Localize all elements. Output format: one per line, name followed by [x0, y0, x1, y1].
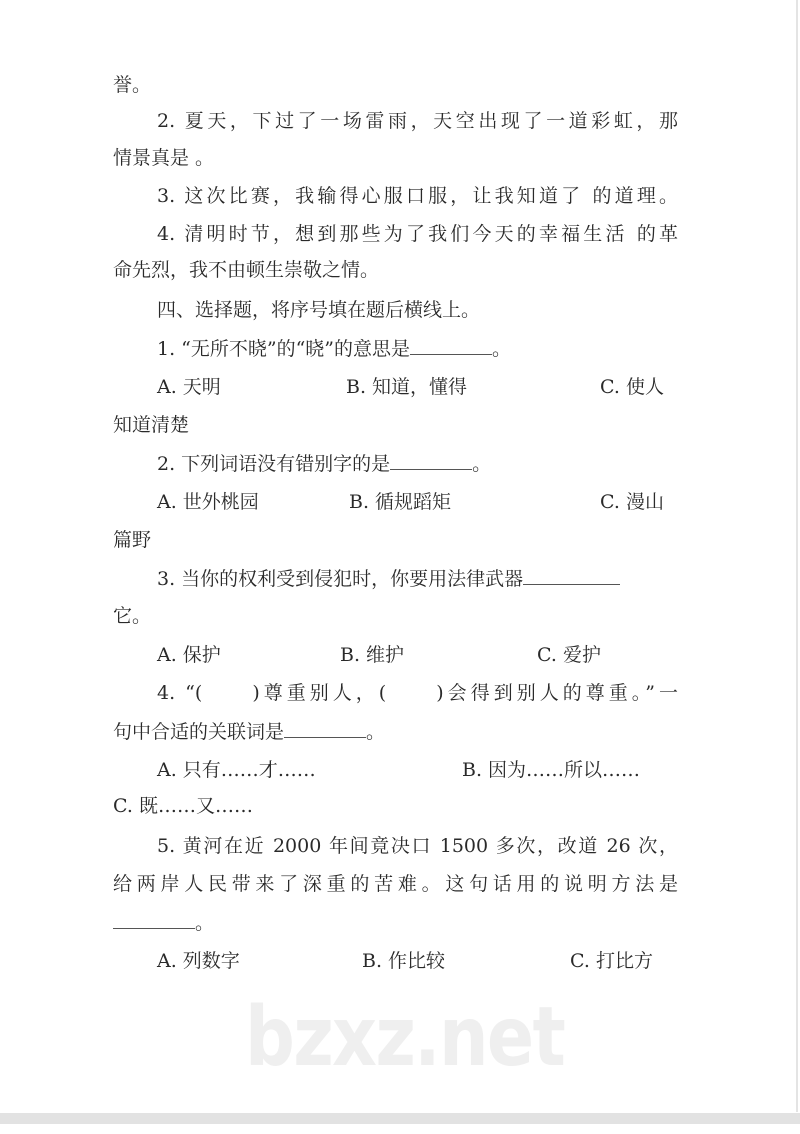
choice-question-4: 4. “( )尊重别人，( )会得到别人的尊重。”一 [157, 682, 678, 704]
question-continued: 给两岸人民带来了深重的苦难。这句话用的说明方法是 [113, 873, 678, 895]
option-b: B. 因为……所以…… [462, 759, 641, 781]
option-c: C. 漫山 [600, 491, 664, 513]
question-stem: 1. “无所不晓”的“晓”的意思是 [157, 338, 411, 360]
option-b: B. 循规蹈矩 [349, 491, 452, 513]
question-continued [113, 719, 385, 744]
option-a: A. 保护 [157, 644, 221, 666]
answer-blank[interactable] [284, 719, 366, 738]
question-3: 3. 这次比赛，我输得心服口服，让我知道了 的道理。 [157, 185, 678, 207]
choice-question-2 [157, 451, 491, 476]
text-line: 誉。 [113, 74, 152, 96]
question-4: 4. 清明时节，想到那些为了我们今天的幸福生活 的革 [157, 223, 678, 245]
choice-question-1 [157, 336, 511, 361]
punct: 。 [366, 721, 386, 743]
punct: 。 [492, 338, 512, 360]
option-b: B. 知道，懂得 [346, 376, 468, 398]
option-c: C. 爱护 [537, 644, 601, 666]
option-c: C. 使人 [600, 376, 664, 398]
option-c: C. 打比方 [570, 950, 653, 972]
answer-blank[interactable] [113, 910, 195, 929]
option-a: A. 世外桃园 [157, 491, 259, 513]
option-a: A. 列数字 [157, 950, 240, 972]
question-stem: 2. 下列词语没有错别字的是 [157, 453, 391, 475]
option-a: A. 只有……才…… [157, 759, 316, 781]
page-separator [0, 1113, 800, 1124]
watermark: bzxz.net [245, 990, 565, 1085]
question-2: 2. 夏天，下过了一场雷雨，天空出现了一道彩虹，那 [157, 110, 678, 132]
question-stem: 句中合适的关联词是 [113, 721, 285, 743]
option-b: B. 作比较 [362, 950, 446, 972]
option-c-continued: 篇野 [113, 529, 152, 551]
section-heading: 四、选择题，将序号填在题后横线上。 [157, 299, 481, 321]
punct: 。 [472, 453, 492, 475]
choice-question-3 [157, 566, 620, 591]
option-c-continued: 知道清楚 [113, 414, 190, 436]
punct: 。 [195, 912, 215, 934]
question-stem: 3. 当你的权利受到侵犯时，你要用法律武器 [157, 568, 524, 590]
question-continued: 它。 [113, 605, 152, 627]
option-b: B. 维护 [340, 644, 405, 666]
answer-blank[interactable] [523, 566, 620, 585]
text-line: 命先烈，我不由顿生崇敬之情。 [113, 259, 380, 281]
option-c: C. 既……又…… [113, 795, 253, 817]
choice-question-5: 5. 黄河在近 2000 年间竟决口 1500 多次，改道 26 次， [157, 835, 678, 857]
answer-blank[interactable] [390, 451, 472, 470]
answer-line [113, 910, 214, 935]
answer-blank[interactable] [410, 336, 492, 355]
text-line: 情景真是 。 [113, 147, 215, 169]
option-a: A. 天明 [157, 376, 221, 398]
